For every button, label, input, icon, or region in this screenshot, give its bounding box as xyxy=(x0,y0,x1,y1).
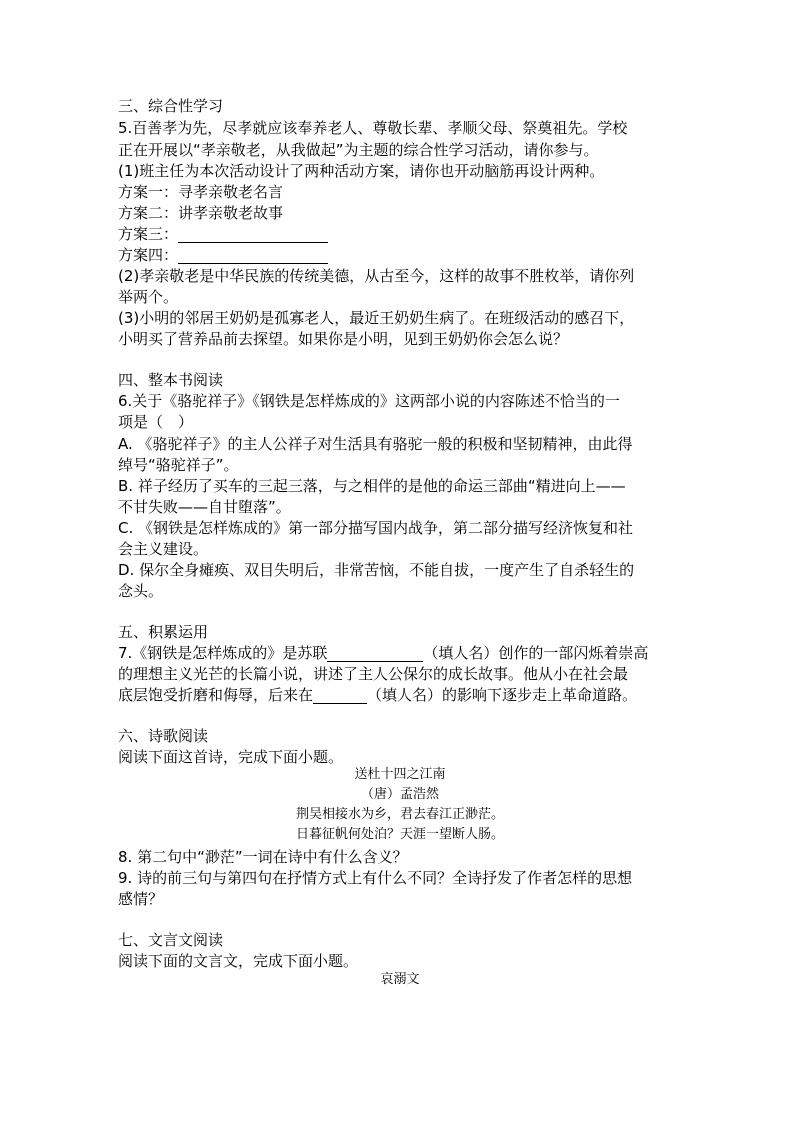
option-d-line-2: 念头。 xyxy=(118,582,164,600)
question-5-sub-3-line-2: 小明买了营养品前去探望。如果你是小明，见到王奶奶你会怎么说？ xyxy=(118,330,569,348)
question-7-part-4: （填人名）的影响下逐步走上革命道路。 xyxy=(367,686,638,704)
plan-4-blank[interactable] xyxy=(178,247,328,264)
section-title-3: 三、综合性学习 xyxy=(118,97,224,115)
section-title-5: 五、积累运用 xyxy=(118,623,209,641)
question-7-line-3 xyxy=(118,685,637,705)
poem-title: 送杜十四之江南 xyxy=(354,767,446,782)
section-title-7: 七、文言文阅读 xyxy=(118,931,224,949)
poetry-intro: 阅读下面这首诗，完成下面小题。 xyxy=(118,748,344,766)
question-7-part-1: 7.《钢铁是怎样炼成的》是苏联 xyxy=(118,644,328,662)
question-6-line-1: 6.关于《骆驼祥子》《钢铁是怎样炼成的》这两部小说的内容陈述不恰当的一 xyxy=(118,392,620,410)
plan-4-label: 方案四： xyxy=(118,246,179,264)
question-7-line-2: 的理想主义光芒的长篇小说，讲述了主人公保尔的成长故事。他从小在社会最 xyxy=(118,665,629,683)
plan-3-label: 方案三： xyxy=(118,225,179,243)
option-d-line-1: D. 保尔全身瘫痪、双目失明后，非常苦恼，不能自拔，一度产生了自杀轻生的 xyxy=(118,561,635,579)
question-8: 8. 第二句中“渺茫”一词在诗中有什么含义？ xyxy=(118,848,408,866)
question-5-sub-1: (1)班主任为本次活动设计了两种活动方案，请你也开动脑筋再设计两种。 xyxy=(118,162,605,180)
plan-1: 方案一：寻孝亲敬老名言 xyxy=(118,183,284,201)
section-title-4: 四、整本书阅读 xyxy=(118,371,224,389)
poem-line-2: 日暮征帆何处泊？天涯一望断人肠。 xyxy=(295,827,504,842)
question-7-part-2: （填人名）创作的一部闪烁着崇高 xyxy=(423,644,649,662)
plan-2: 方案二：讲孝亲敬老故事 xyxy=(118,204,284,222)
plan-3-row xyxy=(118,224,328,244)
question-5-line-1: 5.百善孝为先，尽孝就应该奉养老人、尊敬长辈、孝顺父母、祭奠祖先。学校 xyxy=(118,119,628,137)
question-6-line-2: 项是（ ） xyxy=(118,413,194,431)
classical-intro: 阅读下面的文言文，完成下面小题。 xyxy=(118,952,359,970)
option-a-line-1: A. 《骆驼祥子》的主人公祥子对生活具有骆驼一般的积极和坚韧精神，由此得 xyxy=(118,435,633,453)
poem-line-1: 荆吴相接水为乡，君去春江正渺茫。 xyxy=(295,807,504,822)
question-7-line-1 xyxy=(118,643,648,663)
question-9-line-1: 9. 诗的前三句与第四句在抒情方式上有什么不同？全诗抒发了作者怎样的思想 xyxy=(118,869,633,887)
question-9-line-2: 感情？ xyxy=(118,890,164,908)
option-c-line-2: 会主义建设。 xyxy=(118,540,209,558)
question-5-line-2: 正在开展以“孝亲敬老，从我做起”为主题的综合性学习活动，请你参与。 xyxy=(118,141,599,159)
section-title-6: 六、诗歌阅读 xyxy=(118,727,209,745)
plan-3-blank[interactable] xyxy=(178,226,328,243)
option-c-line-1: C. 《钢铁是怎样炼成的》第一部分描写国内战争，第二部分描写经济恢复和社 xyxy=(118,519,634,537)
question-5-sub-2-line-2: 举两个。 xyxy=(118,288,179,306)
mentor-name-blank[interactable] xyxy=(313,687,367,704)
question-5-sub-2-line-1: (2)孝亲敬老是中华民族的传统美德，从古至今，这样的故事不胜枚举，请你列 xyxy=(118,267,635,285)
author-name-blank[interactable] xyxy=(327,645,423,662)
classical-text-title: 哀溺文 xyxy=(380,972,420,987)
plan-4-row xyxy=(118,245,328,265)
question-7-part-3: 底层饱受折磨和侮辱，后来在 xyxy=(118,686,314,704)
option-b-line-1: B. 祥子经历了买车的三起三落，与之相伴的是他的命运三部曲“精进向上—— xyxy=(118,477,626,495)
option-b-line-2: 不甘失败——自甘堕落”。 xyxy=(118,498,291,516)
question-5-sub-3-line-1: (3)小明的邻居王奶奶是孤寡老人，最近王奶奶生病了。在班级活动的感召下， xyxy=(118,309,635,327)
option-a-line-2: 绰号“骆驼祥子”。 xyxy=(118,456,239,474)
poem-author: （唐）孟浩然 xyxy=(360,787,439,802)
